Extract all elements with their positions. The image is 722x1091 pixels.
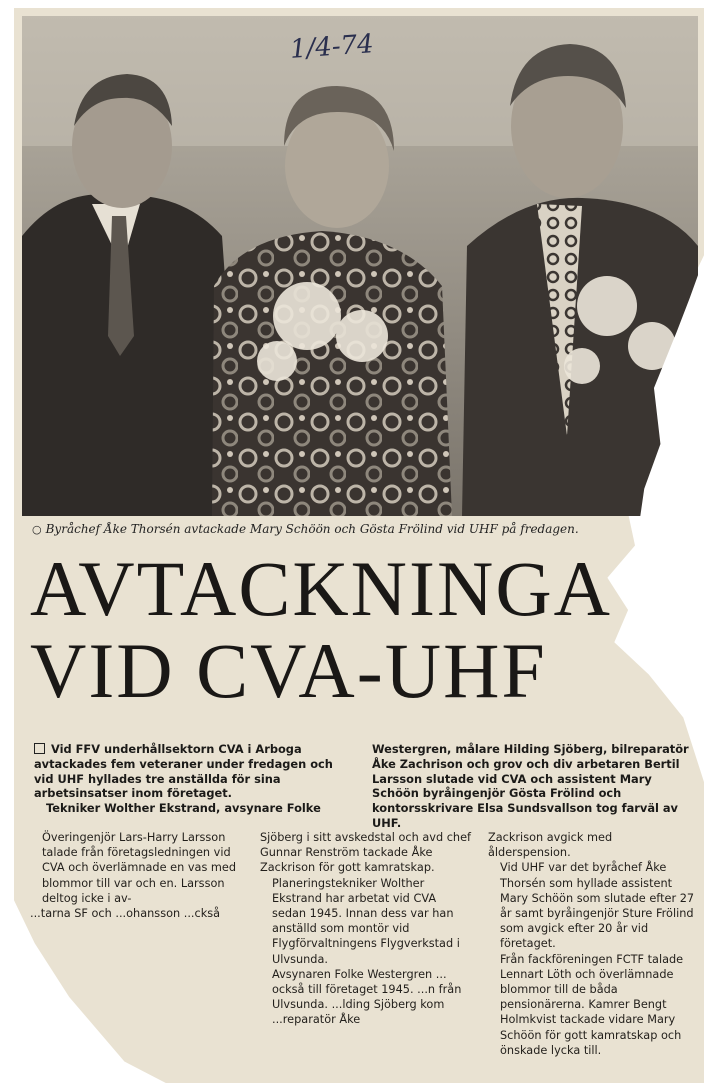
- handwritten-date: 1/4-74: [289, 29, 375, 65]
- column2-p3: Avsynaren Folke Westergren ... också till företaget 1945. ...n från Ulvsunda. ...lding Sjöberg kom ...reparatör Åke: [272, 967, 462, 1027]
- column3-p3: Från fackföreningen FCTF talade Lennart Löth och överlämnade blommor till de båda pensionärerna. Kamrer Bengt Holmkvist tackade vidare Mary Schöön för gott kamratskap och önskade lycka till.: [500, 952, 684, 1057]
- lead-paragraph-left: [34, 742, 352, 816]
- lead-left-p2: Tekniker Wolther Ekstrand, avsynare Folke: [46, 801, 321, 816]
- square-bullet-icon: [34, 743, 45, 754]
- photo-caption: [32, 522, 579, 536]
- caption-bullet-icon: ○: [32, 523, 42, 536]
- caption-text: Byråchef Åke Thorsén avtackade Mary Schöön och Gösta Frölind vid UHF på fredagen.: [45, 522, 579, 536]
- column3-p1: Zackrison avgick med ålderspension.: [488, 831, 613, 860]
- photo-illustration: [22, 16, 698, 516]
- column3-p2: Vid UHF var det byråchef Åke Thorsén som hyllade assistent Mary Schöön som slutade efter 27 år samt byråingenjör Sture Frölind som avgick efter 20 år vid företaget.: [500, 861, 695, 951]
- article-column-3: [488, 830, 696, 1058]
- column1-p1: Överingenjör Lars-Harry Larsson talade från företagsledningen vid CVA och överlämnade en vas med blommor till var och en. Larsson deltog icke i av-: [42, 831, 237, 905]
- column1-p2: ...tarna SF och ...ohansson ...ckså: [30, 907, 221, 921]
- news-photo: [22, 16, 698, 516]
- lead-paragraph-right: [372, 742, 700, 831]
- column2-p1: Sjöberg i sitt avskedstal och avd chef Gunnar Renström tackade Åke Zackrison för gott kamratskap.: [260, 831, 472, 875]
- headline-line-2: VID CVA-UHF: [30, 627, 547, 714]
- lead-right-p1: Westergren, målare Hilding Sjöberg, bilreparatör Åke Zachrison och grov och div arbetaren Bertil Larsson slutade vid CVA och assistent Mary Schöön byråingenjör Gösta Frölind och kontorsskrivare Elsa Sundsvallson tog farväl av UHF.: [372, 742, 689, 830]
- headline: [30, 545, 612, 714]
- column2-p2: Planeringstekniker Wolther Ekstrand har arbetat vid CVA sedan 1945. Innan dess var han anställd som montör vid Flygförvaltningens Flygverkstad i Ulvsunda.: [272, 876, 460, 966]
- headline-line-1: AVTACKNINGA: [30, 545, 612, 632]
- article-column-2: [260, 830, 472, 1028]
- lead-left-p1: Vid FFV underhållsektorn CVA i Arboga avtackades fem veteraner under fredagen och vid UHF hyllades tre anställda för sina arbetsinsatser inom företaget.: [34, 742, 333, 801]
- article-column-1: [30, 830, 240, 921]
